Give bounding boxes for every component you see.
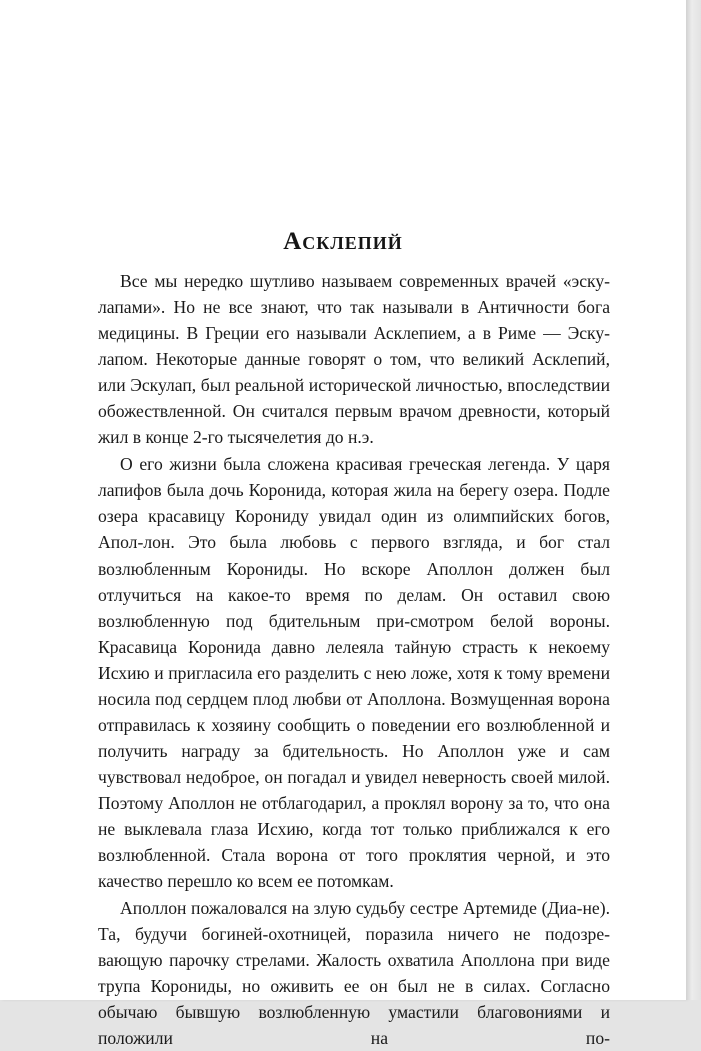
paragraph-1-text: Все мы нередко шутливо называем современных врачей «эску-лапами». Но не все знают, что так называли в Античности бога медицины. В Греции его называли Асклепием, а в Риме — Эску-лапом. Некоторые данные говорят о том, что великий Асклепий, или Эскулап, был реальной исторической личностью, впоследствии обожествленной. Он считался первым врачом древности, который (98, 271, 610, 422)
chapter-body (98, 268, 610, 1051)
paragraph-1 (98, 268, 610, 450)
chapter-title: Асклепий (283, 228, 403, 255)
page-edge (686, 0, 701, 1000)
paragraph-2-last-line: качество перешло ко всем ее потомкам. (98, 871, 394, 892)
paragraph-2 (98, 451, 610, 894)
paragraph-1-last-line: жил в конце 2-го тысячелетия до н.э. (98, 427, 374, 448)
paragraph-3 (98, 895, 610, 1051)
paragraph-3-text: Аполлон пожаловался на злую судьбу сестре Артемиде (Диа-не). Та, будучи богиней-охотницей, поразила ничего не подозре-вающую парочку стрелами. Жалость охватила Аполлона при виде трупа Корониды, но оживить ее он был не в силах. Согласно обычаю бывшую возлюбленную умастили благовониями и положили на по- (98, 898, 610, 1049)
paragraph-2-text: О его жизни была сложена красивая греческая легенда. У царя лапифов была дочь Коронида, которая жила на берегу озера. Подле озера красавицу Корониду увидал один из олимпийских богов, Апол-лон. Это была любовь с первого взгляда, и бог стал возлюбленным Корониды. Но вскоре Аполлон должен был отлучиться на какое-то время по делам. Он оставил свою возлюбленную под бдительным при-смотром белой вороны. Красавица Коронида давно лелеяла тайную страсть к некоему Исхию и пригласила его разделить с нею ложе, хотя к тому времени носила под сердцем плод любви от Аполлона. Возмущенная ворона отправилась к хозяину сообщить о поведении его возлюбленной и получить награду за бдительность. Но Аполлон уже и сам чувствовал недоброе, он погадал и увидел неверность своей милой. Поэтому Аполлон не отблагодарил, а проклял ворону за то, что она не выклевала глаза Исхию, когда тот только приближался к его возлюбленной. Стала ворона от того проклятия черной, и это (98, 454, 610, 866)
